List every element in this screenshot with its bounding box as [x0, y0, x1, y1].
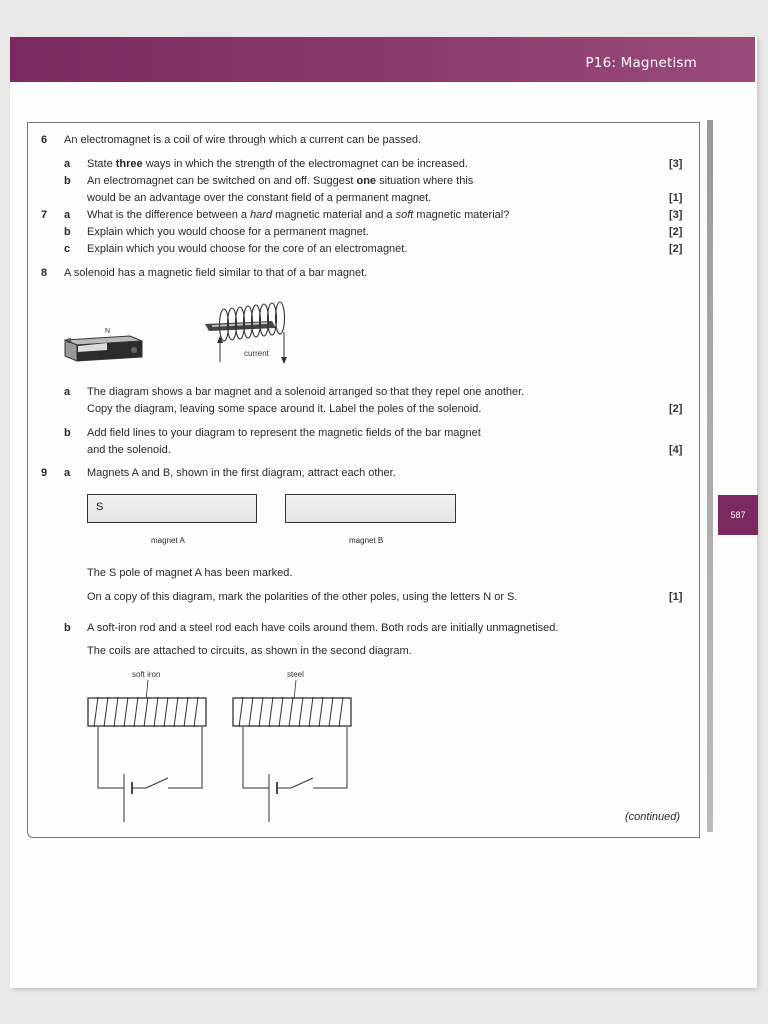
bar-magnet-solenoid-diagram [60, 288, 300, 376]
circuit1-switch [146, 778, 168, 788]
frame-edge [707, 120, 713, 832]
q7c-mark: [2] [669, 243, 683, 255]
soft-iron-label: soft iron [132, 670, 161, 679]
q9a-text-line2: The S pole of magnet A has been marked. [87, 567, 293, 579]
q9a-text: Magnets A and B, shown in the first diagram, attract each other. [87, 467, 396, 479]
chapter-title: P16: Magnetism [585, 55, 697, 71]
q6b-mark: [1] [669, 192, 683, 204]
q7-number: 7 [41, 209, 48, 221]
q6a-text: State three ways in which the strength of the electromagnet can be increased. [87, 158, 468, 170]
q7a-text: What is the difference between a hard magnetic material and a soft magnetic material? [87, 209, 510, 221]
current-arrow-down [281, 357, 287, 364]
q9a-mark: [1] [669, 591, 683, 603]
q7c-label: c [64, 243, 71, 255]
q6b-text-line2: would be an advantage over the constant field of a permanent magnet. [87, 192, 432, 204]
q9b-text-line2: The coils are attached to circuits, as shown in the second diagram. [87, 645, 412, 657]
continued-note: (continued) [625, 811, 681, 823]
bar-magnet-mark [131, 347, 137, 353]
q8b-text-line2: and the solenoid. [87, 444, 171, 456]
current-label: current [244, 349, 269, 358]
circuit1-wire-right [168, 727, 202, 788]
q6-number: 6 [41, 134, 48, 146]
steel-label: steel [287, 670, 304, 679]
q8b-label: b [64, 427, 71, 439]
q9b-text-line1: A soft-iron rod and a steel rod each have coils around them. Both rods are initially unmagnetised. [87, 622, 559, 634]
q8a-label: a [64, 386, 71, 398]
rods-coils-circuit-diagram [84, 666, 364, 826]
q7a-label: a [64, 209, 71, 221]
q7b-text: Explain which you would choose for a permanent magnet. [87, 226, 369, 238]
q6b-text: An electromagnet can be switched on and off. Suggest one situation where this [87, 175, 474, 187]
q6a-label: a [64, 158, 71, 170]
bar-magnet-n-label: N [105, 328, 111, 335]
q6a-mark: [3] [669, 158, 683, 170]
q8b-text-line1: Add field lines to your diagram to represent the magnetic fields of the bar magnet [87, 427, 481, 439]
q7c-text: Explain which you would choose for the core of an electromagnet. [87, 243, 408, 255]
q7b-label: b [64, 226, 71, 238]
chapter-header [10, 37, 755, 82]
q8-stem: A solenoid has a magnetic field similar to that of a bar magnet. [64, 267, 368, 279]
q8a-text-line1: The diagram shows a bar magnet and a solenoid arranged so that they repel one another. [87, 386, 525, 398]
q9b-label: b [64, 622, 71, 634]
q6-stem: An electromagnet is a coil of wire through which a current can be passed. [64, 134, 422, 146]
q9a-label: a [64, 467, 71, 479]
circuit2-wire-left [243, 727, 269, 788]
q8-number: 8 [41, 267, 48, 279]
steel-pointer [294, 680, 296, 700]
magnet-b-label: magnet B [349, 536, 384, 545]
page-number-tab: 587 [718, 495, 758, 535]
q8a-text-line2: Copy the diagram, leaving some space around it. Label the poles of the solenoid. [87, 403, 482, 415]
q8a-mark: [2] [669, 403, 683, 415]
q9a-text-line3: On a copy of this diagram, mark the polarities of the other poles, using the letters N or S. [87, 591, 518, 603]
bar-magnet-s-label: S [67, 338, 72, 345]
q7b-mark: [2] [669, 226, 683, 238]
q8b-mark: [4] [669, 444, 683, 456]
circuit1-wire-left [98, 727, 124, 788]
magnet-a-label: magnet A [151, 536, 185, 545]
magnet-a [87, 494, 257, 523]
solenoid-coils [220, 302, 285, 341]
magnet-b [285, 494, 456, 523]
circuit2-switch [291, 778, 313, 788]
circuit2-wire-right [313, 727, 347, 788]
q9-number: 9 [41, 467, 48, 479]
q7a-mark: [3] [669, 209, 683, 221]
magnet-a-s-pole: S [96, 501, 104, 513]
q6b-label: b [64, 175, 71, 187]
